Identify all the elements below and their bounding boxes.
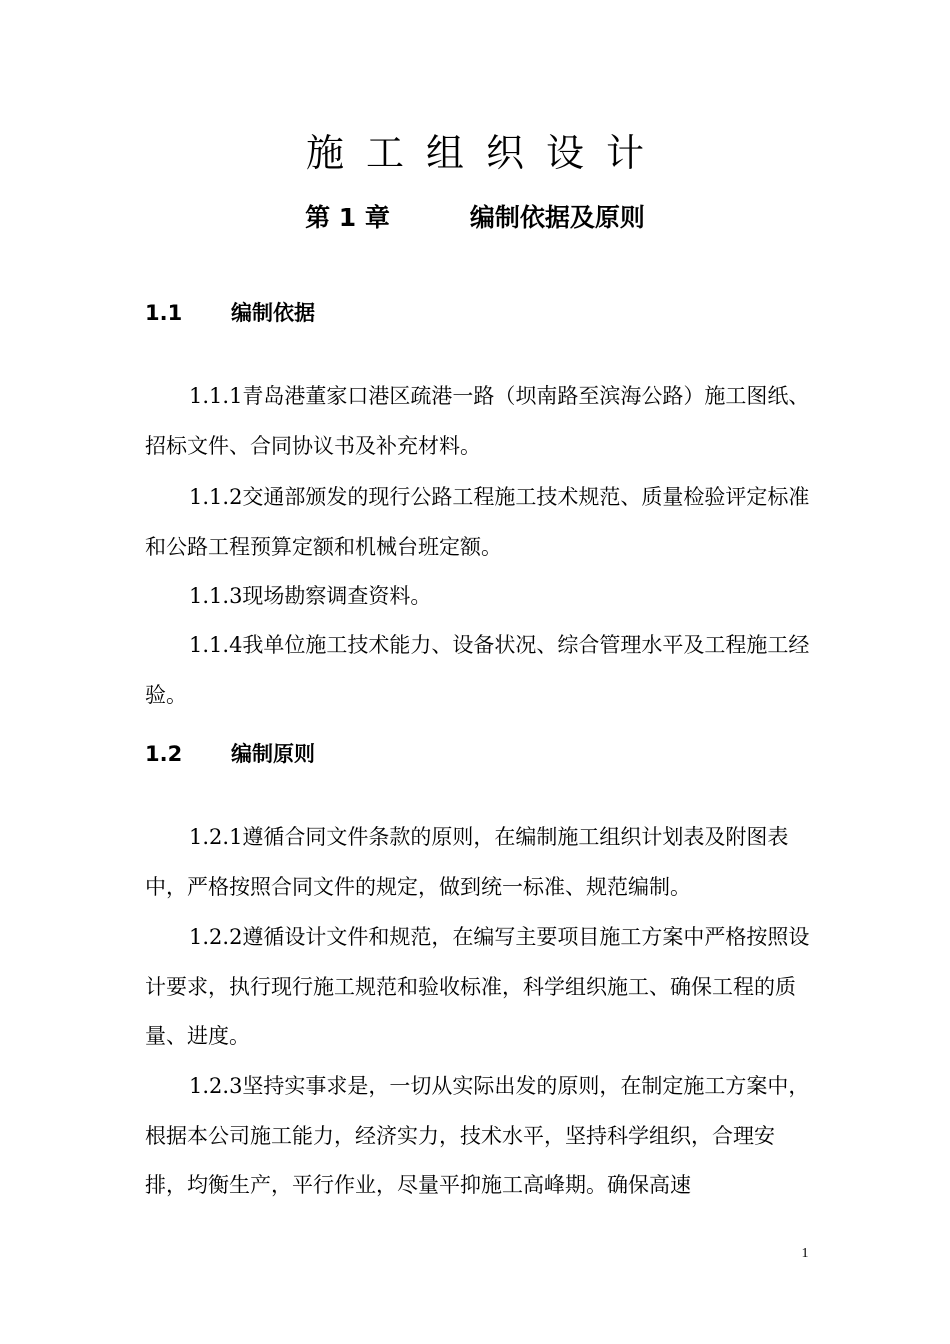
paragraph: 1.1.1青岛港董家口港区疏港一路（坝南路至滨海公路）施工图纸、招标文件、合同协议书及补充材料。 [145,384,810,458]
paragraph: 1.1.2交通部颁发的现行公路工程施工技术规范、质量检验评定标准和公路工程预算定额和机械台班定额。 [145,485,810,559]
paragraph: 1.2.1遵循合同文件条款的原则，在编制施工组织计划表及附图表中，严格按照合同文件的规定，做到统一标准、规范编制。 [145,825,789,899]
document-title: 施工组织设计 [305,131,666,175]
paragraph: 1.1.4我单位施工技术能力、设备状况、综合管理水平及工程施工经验。 [145,633,810,707]
page-number: 1 [801,1246,809,1261]
paragraph: 1.2.2遵循设计文件和规范，在编写主要项目施工方案中严格按照设计要求，执行现行施工规范和验收标准，科学组织施工、确保工程的质量、进度。 [145,925,810,1048]
paragraph: 1.1.3现场勘察调查资料。 [189,584,432,608]
chapter-number: 第 1 章 [305,203,390,232]
section-title: 编制原则 [231,742,315,766]
section-heading [145,297,315,329]
paragraph: 1.2.3坚持实事求是，一切从实际出发的原则，在制定施工方案中，根据本公司施工能力，经济实力，技术水平，坚持科学组织，合理安排，均衡生产，平行作业，尽量平抑施工高峰期。确保高速 [145,1074,810,1197]
section-title: 编制依据 [231,301,315,325]
section-heading [145,738,315,770]
chapter-heading [0,198,950,238]
section-number: 1.2 [145,742,183,766]
chapter-name: 编制依据及原则 [469,203,645,232]
section-number: 1.1 [145,301,183,325]
